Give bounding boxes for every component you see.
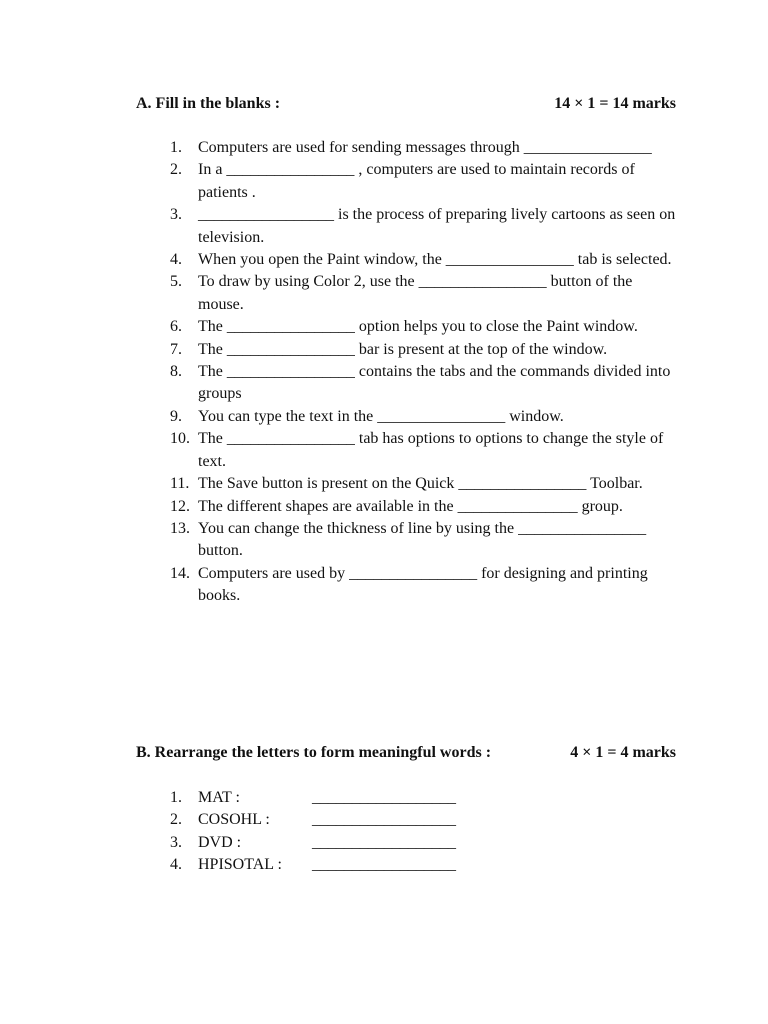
- question-text: You can change the thickness of line by using the ________________ button.: [198, 519, 647, 560]
- jumbled-word: DVD :: [198, 833, 242, 851]
- question-item: [170, 406, 680, 428]
- question-text: In a ________________ , computers are used to maintain records of patients .: [198, 161, 635, 201]
- answer-blank: __________________: [312, 789, 456, 806]
- question-text: Computers are used for sending messages through ________________: [198, 139, 652, 156]
- question-text: The different shapes are available in the _______________ group.: [198, 497, 623, 515]
- word-item: [170, 809, 680, 831]
- jumbled-word: COSOHL :: [198, 811, 270, 829]
- answer-blank: __________________: [312, 833, 456, 851]
- answer-blank: __________________: [312, 856, 456, 874]
- question-text: The ________________ contains the tabs and the commands divided into groups: [198, 363, 671, 403]
- question-number: 7.: [170, 340, 182, 358]
- question-text: You can type the text in the ________________ window.: [198, 407, 564, 425]
- question-text: Computers are used by ________________ for designing and printing books.: [198, 564, 648, 605]
- question-number: 12.: [170, 497, 190, 515]
- question-text: The ________________ tab has options to options to change the style of text.: [198, 430, 664, 470]
- word-number: 2.: [170, 811, 182, 829]
- rearrange-words-list: [170, 787, 680, 877]
- section-a-title: A. Fill in the blanks :: [136, 95, 281, 112]
- question-number: 6.: [170, 318, 182, 336]
- word-number: 4.: [170, 856, 182, 874]
- question-item: [170, 496, 680, 518]
- question-number: 5.: [170, 273, 182, 291]
- question-text: To draw by using Color 2, use the ________________ button of the mouse.: [198, 273, 633, 313]
- question-text: _________________ is the process of preparing lively cartoons as seen on television.: [198, 206, 676, 246]
- question-text: When you open the Paint window, the ________________ tab is selected.: [198, 251, 672, 269]
- question-item: [170, 137, 680, 159]
- question-number: 2.: [170, 161, 182, 179]
- question-number: 11.: [170, 475, 190, 493]
- section-a-heading: [136, 93, 676, 115]
- question-text: The ________________ option helps you to close the Paint window.: [198, 318, 638, 336]
- question-item: [170, 473, 680, 495]
- section-b-title: B. Rearrange the letters to form meaningful words :: [136, 744, 492, 761]
- word-item: [170, 787, 680, 809]
- jumbled-word: MAT :: [198, 789, 240, 806]
- question-number: 10.: [170, 430, 190, 448]
- question-number: 9.: [170, 407, 182, 425]
- section-a-marks: 14 × 1 = 14 marks: [554, 95, 676, 112]
- section-b-heading: [136, 742, 676, 764]
- word-item: [170, 854, 680, 876]
- question-item: [170, 159, 680, 204]
- question-item: [170, 204, 680, 249]
- question-number: 8.: [170, 363, 182, 381]
- question-item: [170, 339, 680, 361]
- answer-blank: __________________: [312, 811, 456, 829]
- question-number: 13.: [170, 519, 190, 537]
- fill-in-blanks-list: [170, 137, 680, 608]
- question-text: The ________________ bar is present at the top of the window.: [198, 340, 608, 358]
- question-number: 1.: [170, 139, 182, 156]
- question-item: [170, 518, 680, 563]
- question-item: [170, 316, 680, 338]
- section-b-marks: 4 × 1 = 4 marks: [570, 744, 676, 761]
- word-number: 3.: [170, 833, 182, 851]
- word-item: [170, 832, 680, 854]
- question-item: [170, 361, 680, 406]
- question-number: 14.: [170, 564, 190, 582]
- question-number: 3.: [170, 206, 182, 224]
- question-item: [170, 249, 680, 271]
- jumbled-word: HPISOTAL :: [198, 856, 282, 874]
- question-item: [170, 428, 680, 473]
- question-text: The Save button is present on the Quick ________________ Toolbar.: [198, 475, 643, 493]
- question-item: [170, 563, 680, 608]
- question-item: [170, 271, 680, 316]
- word-number: 1.: [170, 789, 182, 806]
- question-number: 4.: [170, 251, 182, 269]
